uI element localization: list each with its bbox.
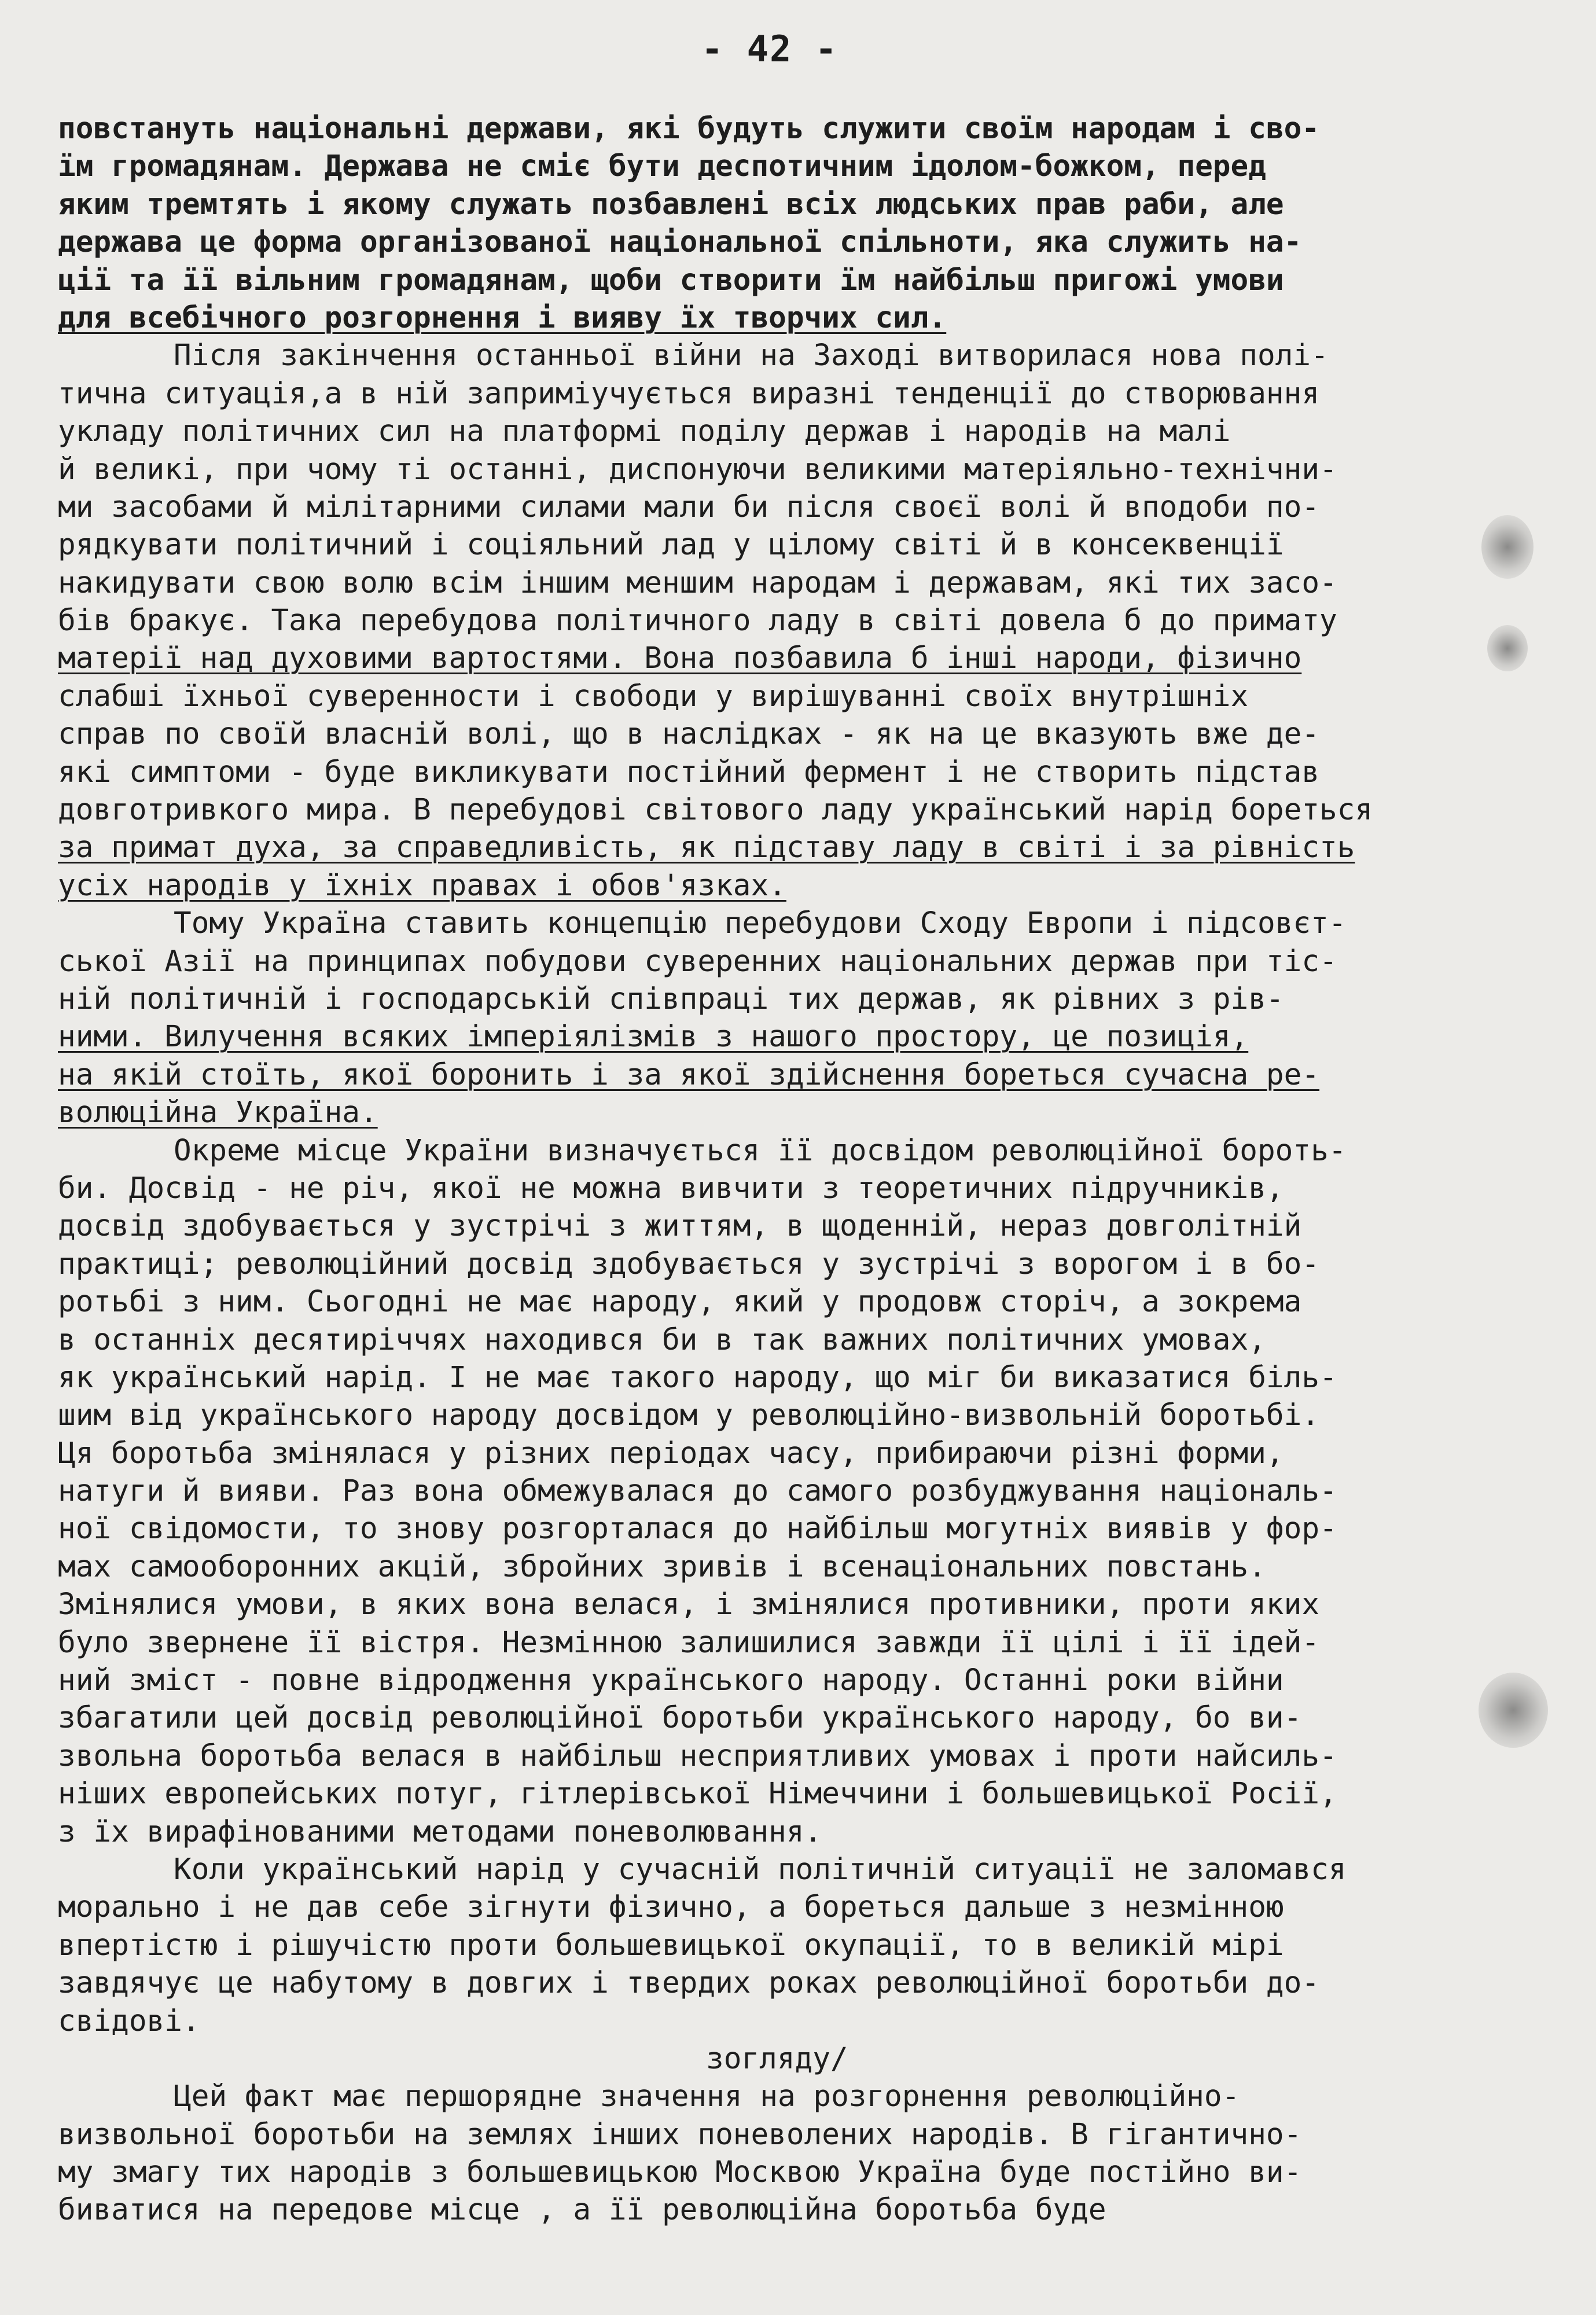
- text-line: яким тремтять і якому служать позбавлені всіх людських прав раби, але: [58, 187, 1284, 222]
- text-line: Коли український нарід у сучасній політичній ситуації не заломався: [174, 1852, 1347, 1887]
- text-line: ції та її вільним громадянам, щоби створити їм найбільш пригожі умови: [58, 263, 1284, 297]
- page-number: - 42 -: [701, 28, 838, 70]
- text-line: держава це форма організованої національної спільноти, яка служить на-: [58, 225, 1302, 260]
- ink-blot: [1481, 515, 1534, 579]
- text-line: Тому Україна ставить концепцію перебудови Сходу Европи і підсовєт-: [174, 906, 1347, 941]
- text-line: накидувати свою волю всім іншим меншим народам і державам, які тих засо-: [58, 565, 1337, 600]
- text-line: матерії над духовими вартостями. Вона позбавила б інші народи, фізично: [58, 641, 1302, 676]
- text-line: усіх народів у їхніх правах і обов'язках.: [58, 868, 786, 903]
- text-line: збагатили цей досвід революційної боротьби українського народу, бо ви-: [58, 1701, 1302, 1736]
- text-line: ротьбі з ним. Сьогодні не має народу, який у продовж сторіч, а зокрема: [58, 1285, 1302, 1320]
- text-line: свідові.: [58, 2004, 200, 2038]
- text-line: Після закінчення останньої війни на Заході витворилася нова полі-: [174, 339, 1329, 373]
- text-line: бів бракує. Така перебудова політичного ладу в світі довела б до примату: [58, 604, 1337, 638]
- text-line: тична ситуація,а в ній заприміучується виразні тенденції до створювання: [58, 376, 1320, 411]
- text-line: волюційна Україна.: [58, 1096, 378, 1130]
- text-line: натуги й вияви. Раз вона обмежувалася до самого розбуджування національ-: [58, 1474, 1337, 1509]
- text-line: повстануть національні держави, які будуть служити своїм народам і сво-: [58, 112, 1320, 146]
- text-line: справ по своїй власній волі, що в наслідках - як на це вказують вже де-: [58, 717, 1320, 752]
- text-line: ний зміст - повне відродження українського народу. Останні роки війни: [58, 1663, 1284, 1698]
- text-line: Цей факт має першорядне значення на розгорнення революційно-: [174, 2079, 1240, 2114]
- text-line: ської Азії на принципах побудови суверенних національних держав при тіс-: [58, 944, 1337, 979]
- text-line: биватися на передове місце , а її революційна боротьба буде: [58, 2193, 1106, 2228]
- text-line: за примат духа, за справедливість, як підставу ладу в світі і за рівність: [58, 831, 1355, 865]
- text-line: в останніх десятиріччях находився би в так важних політичних умовах,: [58, 1322, 1266, 1357]
- text-line: з їх вирафінованими методами поневолювання.: [58, 1814, 822, 1849]
- text-line: зогляду/: [706, 2041, 848, 2076]
- text-line: які симптоми - буде викликувати постійний фермент і не створить підстав: [58, 755, 1320, 789]
- text-line: ніших европейських потуг, гітлерівської Німеччини і большевицької Росії,: [58, 1777, 1337, 1811]
- document-body: [58, 110, 1551, 2229]
- text-line: для всебічного розгорнення і вияву їх творчих сил.: [58, 300, 947, 335]
- text-line: ми засобами й мілітарними силами мали би після своєї волі й вподоби по-: [58, 490, 1320, 524]
- text-line: було звернене її вістря. Незмінною залишилися завжди її цілі і її ідей-: [58, 1625, 1320, 1660]
- text-line: Змінялися умови, в яких вона велася, і змінялися противники, проти яких: [58, 1588, 1320, 1622]
- ink-blot: [1487, 625, 1528, 671]
- text-line: завдячує це набутому в довгих і твердих роках революційної боротьби до-: [58, 1966, 1320, 2001]
- ink-blot: [1479, 1673, 1548, 1748]
- text-line: впертістю і рішучістю проти большевицької окупації, то в великій мірі: [58, 1928, 1284, 1963]
- text-line: мах самооборонних акцій, збройних зривів і всенаціональних повстань.: [58, 1549, 1266, 1584]
- text-line: морально і не дав себе зігнути фізично, а бореться дальше з незмінною: [58, 1890, 1284, 1925]
- text-line: слабші їхньої суверенности і свободи у вирішуванні своїх внутрішніх: [58, 679, 1249, 714]
- text-line: ній політичній і господарській співпраці тих держав, як рівних з рів-: [58, 982, 1284, 1016]
- text-line: визвольної боротьби на землях інших поневолених народів. В гігантично-: [58, 2117, 1302, 2152]
- text-line: їм громадянам. Держава не сміє бути деспотичним ідолом-божком, перед: [58, 149, 1266, 184]
- text-line: укладу політичних сил на платформі поділу держав і народів на малі: [58, 414, 1231, 449]
- text-line: шим від українського народу досвідом у революційно-визвольній боротьбі.: [58, 1398, 1320, 1433]
- text-line: й великі, при чому ті останні, диспонуючи великими матеріяльно-технічни-: [58, 452, 1337, 487]
- text-line: би. Досвід - не річ, якої не можна вивчити з теоретичних підручників,: [58, 1171, 1284, 1206]
- text-line: на якій стоїть, якої боронить і за якої здійснення бореться сучасна ре-: [58, 1057, 1320, 1092]
- text-line: практиці; революційний досвід здобувається у зустрічі з ворогом і в бо-: [58, 1247, 1320, 1281]
- text-line: Окреме місце України визначується її досвідом революційної бороть-: [174, 1133, 1347, 1168]
- text-line: звольна боротьба велася в найбільш несприятливих умовах і проти найсиль-: [58, 1739, 1337, 1773]
- text-line: довготривкого мира. В перебудові світового ладу український нарід бореться: [58, 793, 1373, 828]
- text-line: Ця боротьба змінялася у різних періодах часу, прибираючи різні форми,: [58, 1436, 1284, 1471]
- text-line: рядкувати політичний і соціяльний лад у цілому світі й в консеквенції: [58, 528, 1284, 563]
- text-line: ними. Вилучення всяких імперіялізмів з нашого простору, це позиція,: [58, 1020, 1249, 1054]
- text-line: досвід здобувається у зустрічі з життям, в щоденній, нераз довголітній: [58, 1209, 1302, 1244]
- text-line: ної свідомости, то знову розгорталася до найбільш могутніх виявів у фор-: [58, 1512, 1337, 1546]
- text-line: як український нарід. І не має такого народу, що міг би виказатися біль-: [58, 1360, 1337, 1395]
- text-line: му змагу тих народів з большевицькою Москвою Україна буде постійно ви-: [58, 2155, 1302, 2190]
